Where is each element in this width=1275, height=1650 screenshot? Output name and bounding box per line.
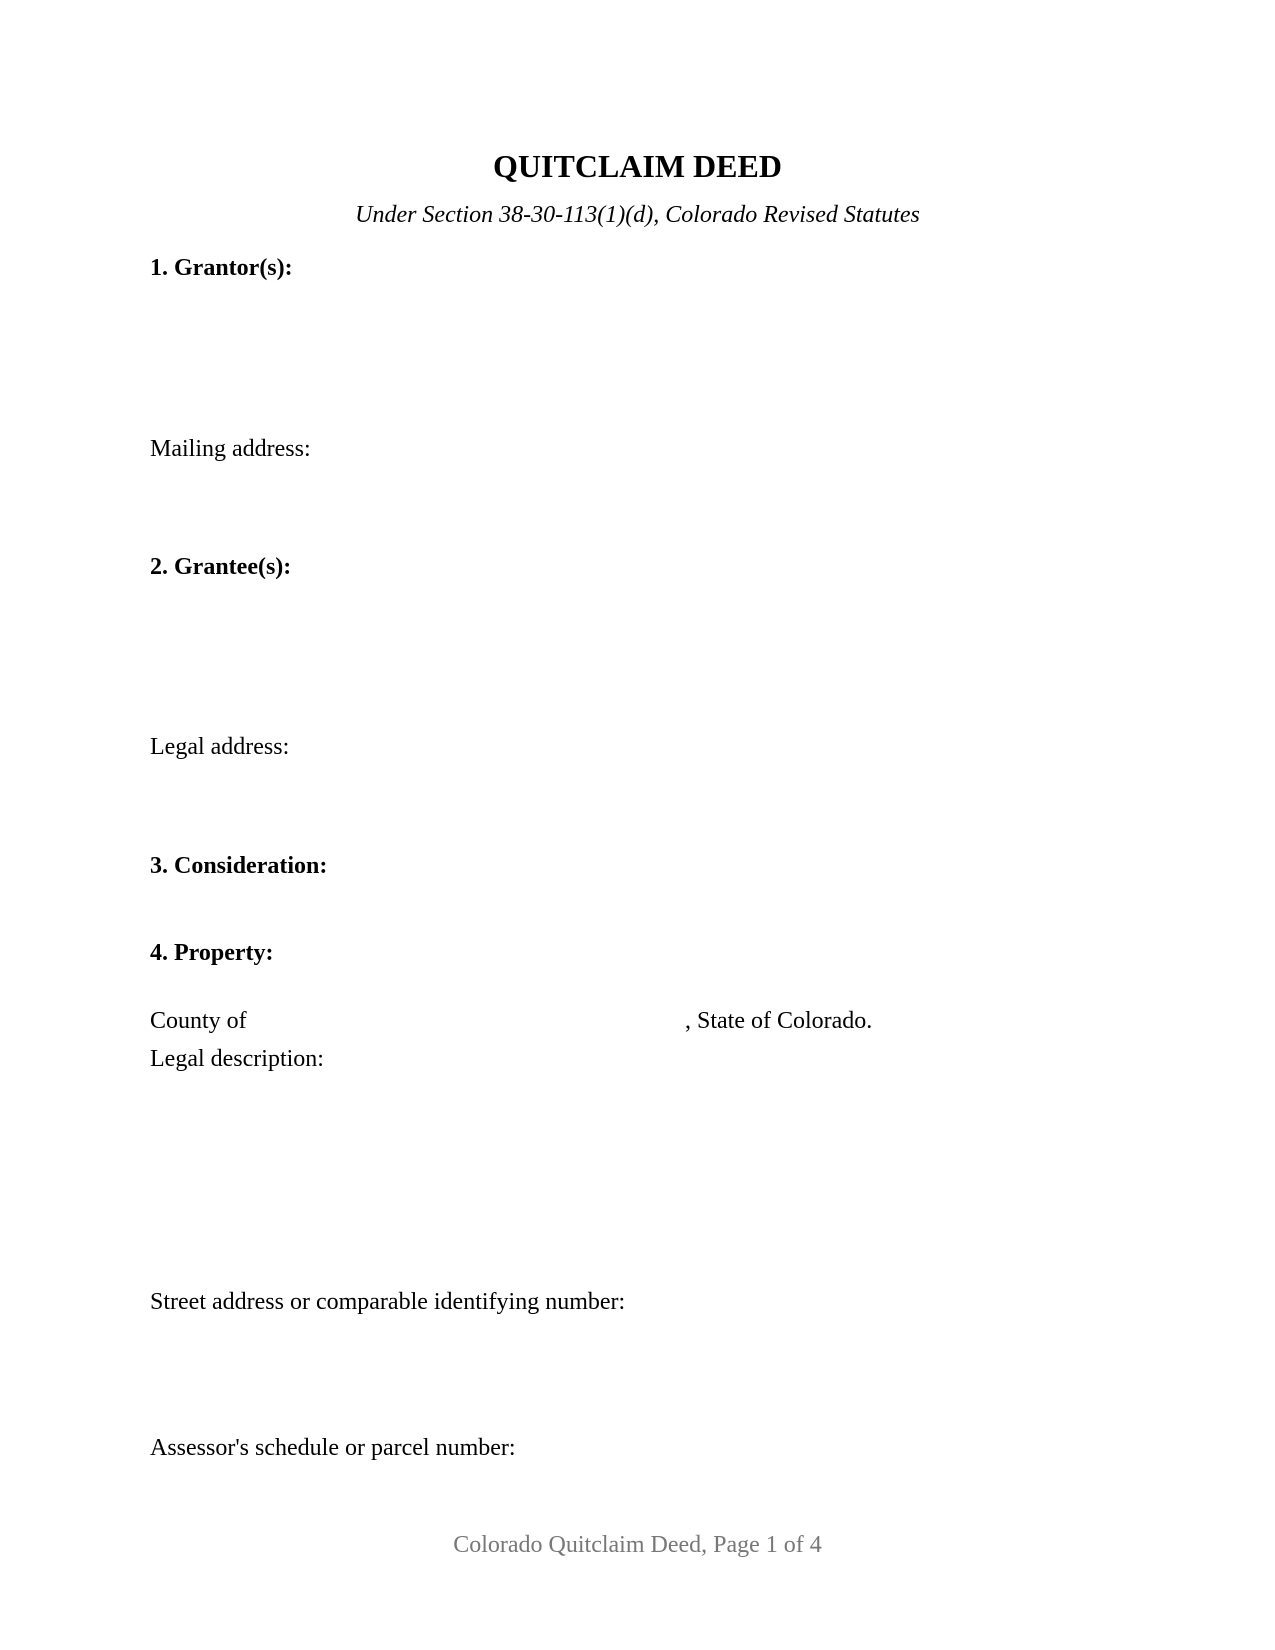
legal-description-label: Legal description: [150,1046,324,1072]
grantee-heading: 2. Grantee(s): [150,554,292,580]
page-footer: Colorado Quitclaim Deed, Page 1 of 4 [453,1532,822,1558]
state-of-colorado-text: , State of Colorado. [685,1008,873,1034]
document-subtitle: Under Section 38-30-113(1)(d), Colorado Revised Statutes [355,202,920,228]
county-label: County of [150,1008,247,1034]
consideration-heading: 3. Consideration: [150,853,328,879]
legal-address-label: Legal address: [150,734,290,760]
property-heading: 4. Property: [150,940,274,966]
document-title: QUITCLAIM DEED [493,148,782,184]
parcel-number-label: Assessor's schedule or parcel number: [150,1435,516,1461]
grantor-heading: 1. Grantor(s): [150,255,293,281]
street-address-label: Street address or comparable identifying number: [150,1289,626,1315]
mailing-address-label: Mailing address: [150,436,311,462]
